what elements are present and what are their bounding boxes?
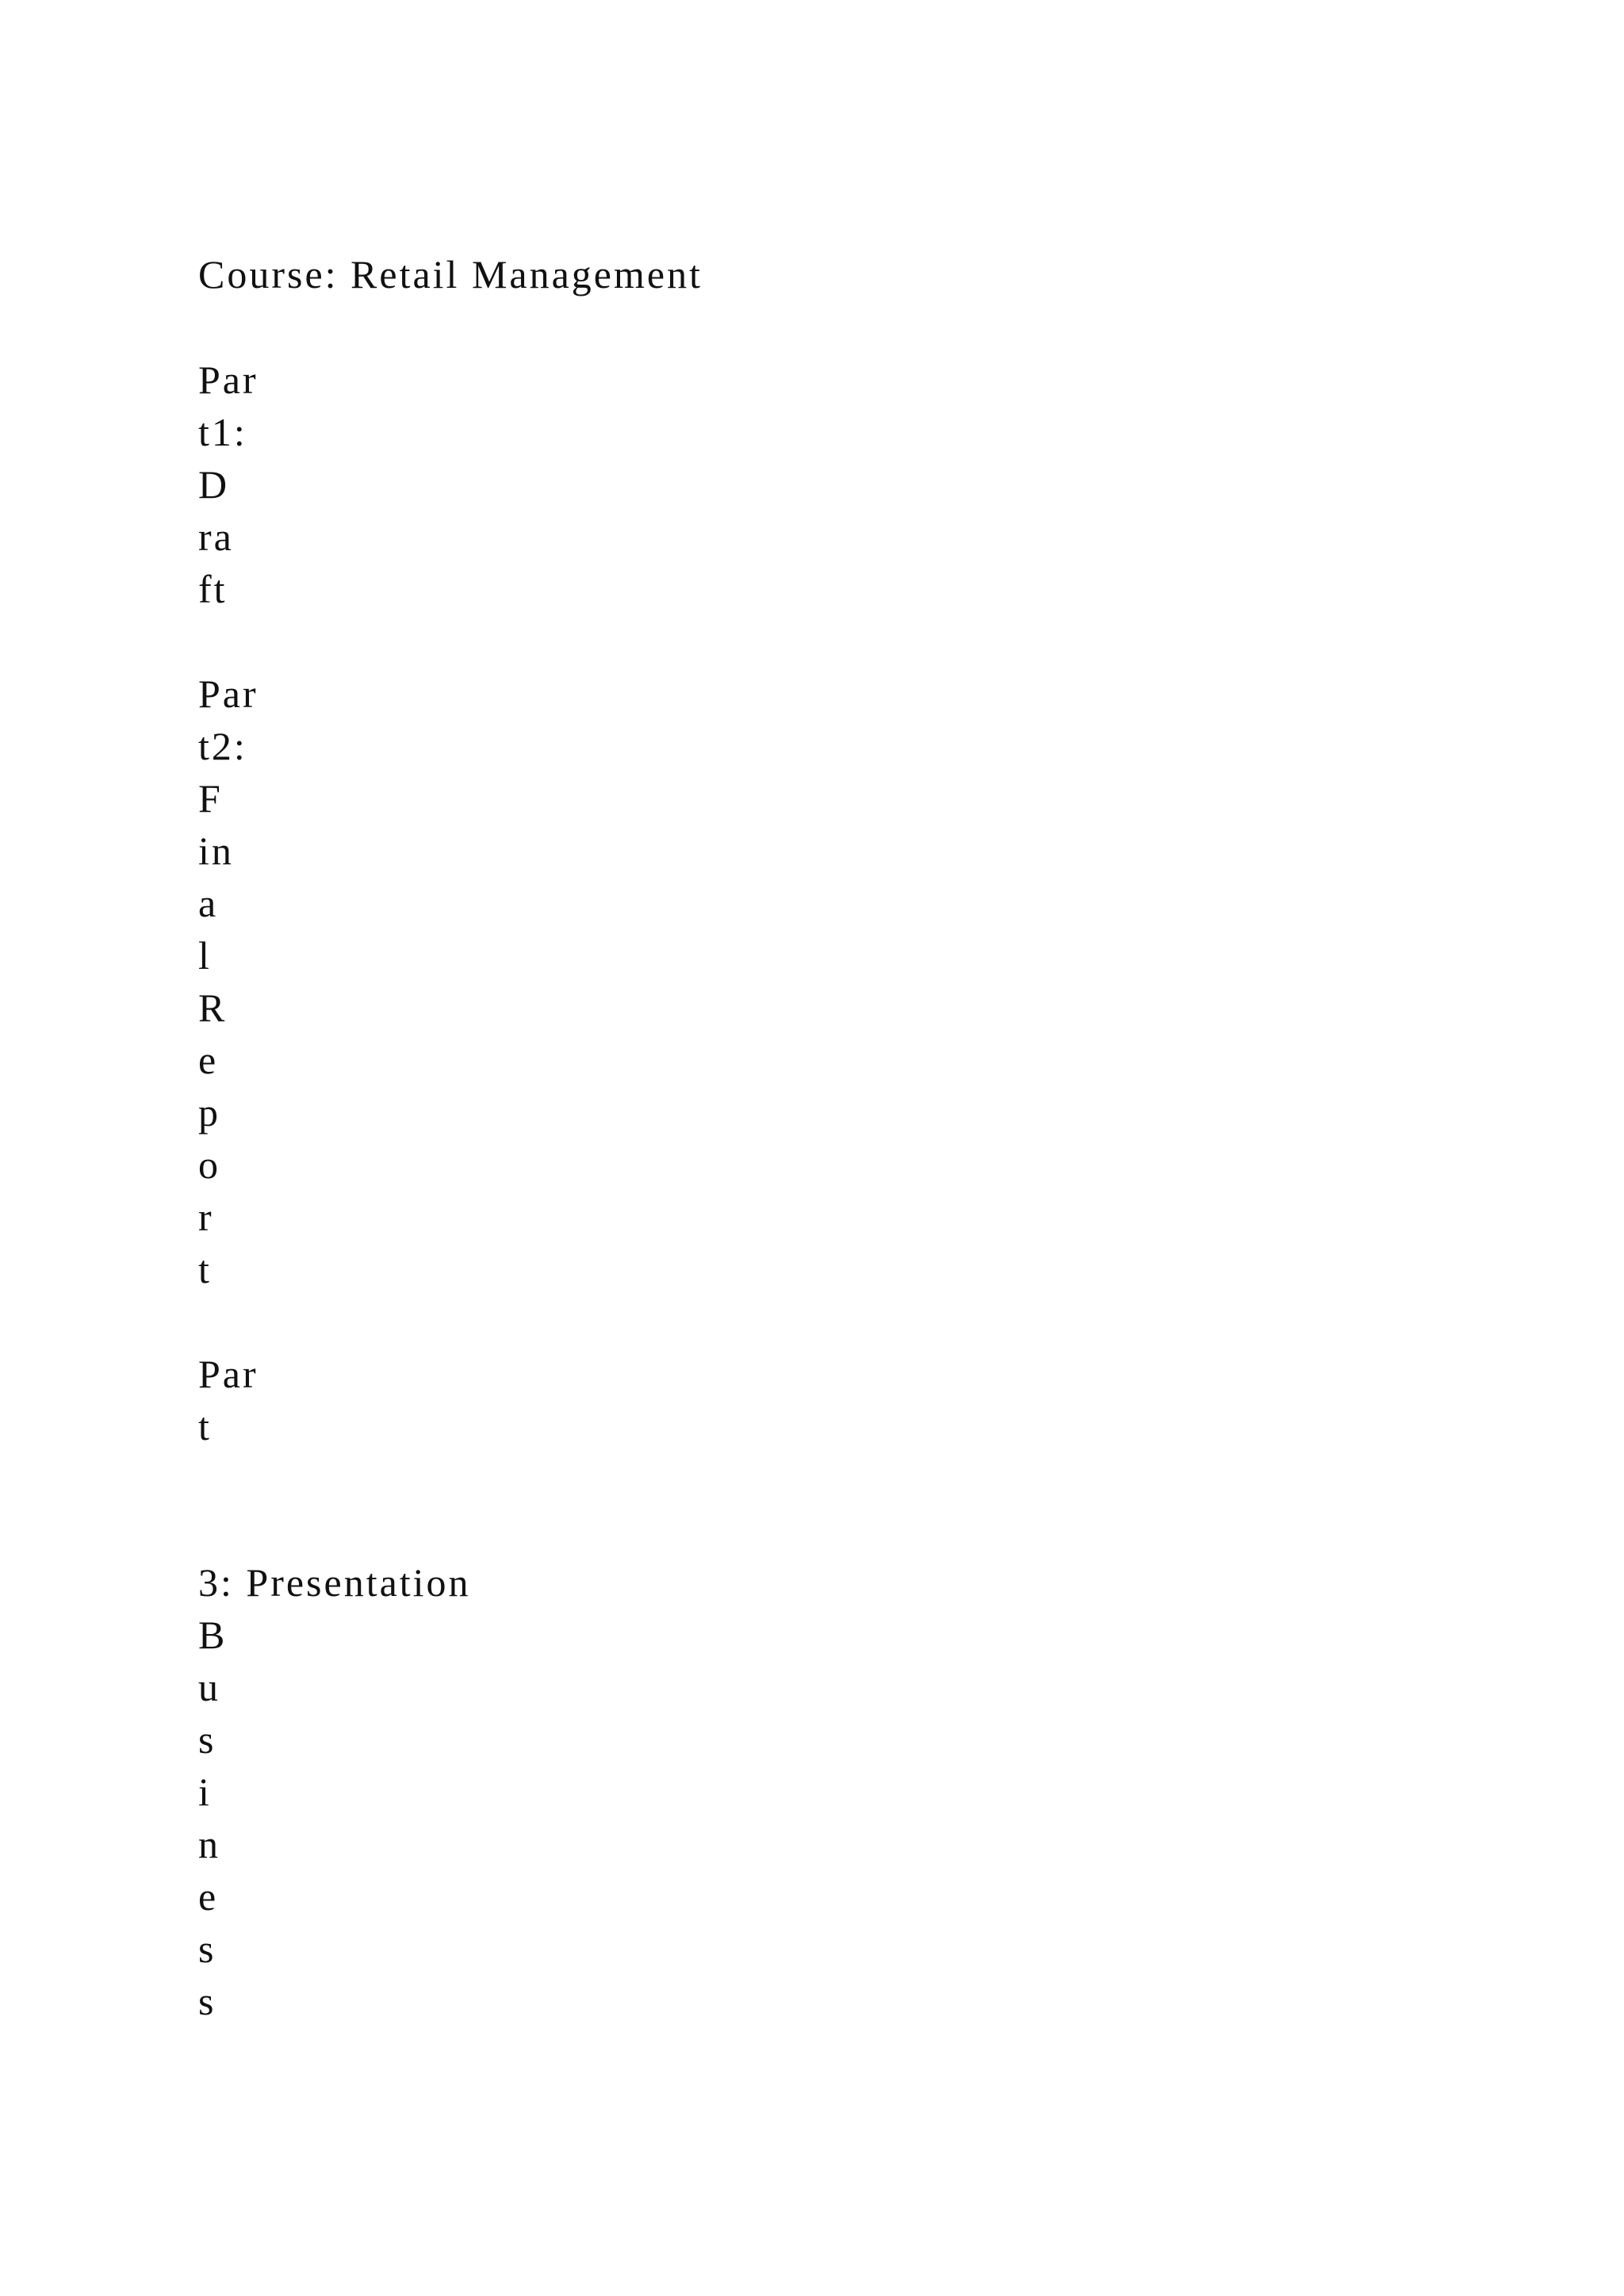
part1-line-2: t1: — [198, 410, 247, 454]
business-letter-6: e — [198, 1874, 219, 1919]
part2-line-11: r — [198, 1195, 214, 1239]
business-letter-7: s — [198, 1927, 216, 1971]
part2-line-4: in — [198, 828, 234, 873]
part1-line-5: ft — [198, 567, 228, 611]
part2-line-3: F — [198, 776, 223, 821]
part1-line-4: ra — [198, 515, 234, 559]
part3-heading: 3: Presentation — [198, 1560, 471, 1605]
part2-line-12: t — [198, 1247, 212, 1292]
part1-line-3: D — [198, 462, 230, 507]
part2-line-5: a — [198, 881, 219, 925]
part2-line-6: l — [198, 933, 212, 978]
business-letter-1: B — [198, 1613, 228, 1657]
part2-line-2: t2: — [198, 724, 247, 768]
business-letter-3: s — [198, 1717, 216, 1762]
part2-line-10: o — [198, 1142, 220, 1187]
part2-line-1: Par — [198, 672, 259, 716]
course-title: Course: Retail Management — [198, 252, 703, 297]
part3-line-1: Par — [198, 1352, 259, 1396]
business-letter-2: u — [198, 1665, 220, 1709]
part2-line-9: p — [198, 1090, 220, 1135]
part1-line-1: Par — [198, 358, 259, 402]
business-letter-8: s — [198, 1979, 216, 2023]
business-letter-4: i — [198, 1770, 212, 1814]
business-letter-5: n — [198, 1822, 220, 1866]
part3-line-2: t — [198, 1404, 212, 1448]
part2-line-7: R — [198, 985, 228, 1030]
part2-line-8: e — [198, 1038, 219, 1082]
